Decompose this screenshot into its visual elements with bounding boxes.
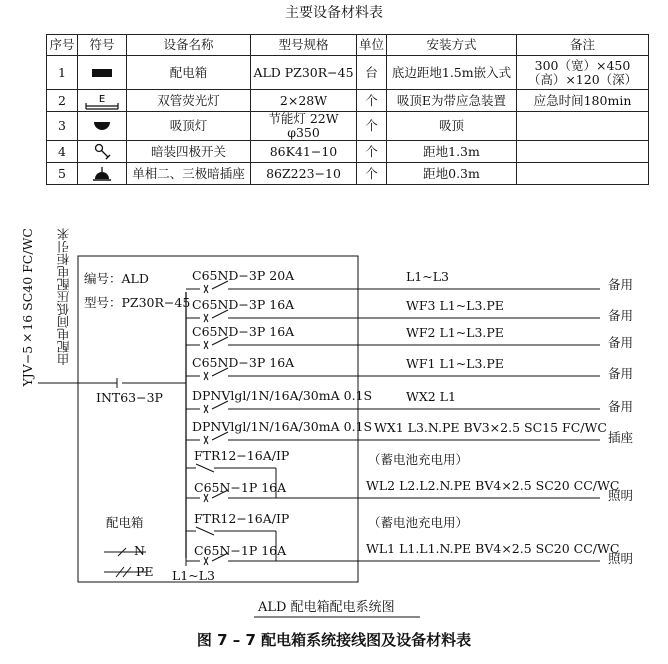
header-no: 序号 (47, 35, 78, 56)
breaker-label: DPNVlgl/1N/16A/30mA 0.1S (192, 419, 373, 434)
table-title: 主要设备材料表 (285, 5, 383, 21)
circuit-use-label: 照明 (608, 488, 634, 503)
cell-no: 5 (47, 163, 78, 185)
cell-name: 单相二、三极暗插座 (127, 163, 251, 185)
fluorescent-lamp-e-mark: E (98, 93, 106, 105)
cell-name: 配电箱 (127, 56, 251, 90)
contactor-mark (196, 464, 214, 472)
circuit-line-label: WX2 L1 (406, 389, 456, 404)
cell-install: 吸顶E为带应急装置 (387, 90, 517, 112)
circuit-use-label: 备用 (608, 335, 634, 350)
header-name: 设备名称 (127, 35, 251, 56)
cell-install: 吸顶 (387, 112, 517, 141)
cell-no: 2 (47, 90, 78, 112)
circuit-line-label: WF1 L1~L3.PE (406, 356, 504, 371)
cell-model: 2×28W (251, 90, 357, 112)
circuit-line-label: WF3 L1~L3.PE (406, 298, 504, 313)
cell-unit: 台 (357, 56, 387, 90)
breaker-label: DPNVlgl/1N/16A/30mA 0.1S (192, 388, 373, 403)
cell-name: 双管荧光灯 (127, 90, 251, 112)
phase-label: L1~L3 (172, 568, 215, 583)
cell-model: 86K41−10 (251, 141, 357, 163)
circuit-note: （蓄电池充电用） (368, 452, 469, 467)
n-label: N (134, 543, 145, 558)
cell-install: 底边距地1.5m嵌入式 (387, 56, 517, 90)
header-model: 型号规格 (251, 35, 357, 56)
contactor-label: FTR12−16A/IP (194, 511, 290, 526)
cell-unit: 个 (357, 141, 387, 163)
cell-no: 3 (47, 112, 78, 141)
cell-install: 距地1.3m (387, 141, 517, 163)
panel-model: 型号：PZ30R−45 (84, 295, 191, 310)
circuit-use-label: 备用 (608, 366, 634, 381)
circuit-use-label: 照明 (608, 551, 634, 566)
header-note: 备注 (517, 35, 649, 56)
circuit-note: （蓄电池充电用） (368, 515, 469, 530)
breaker-label: C65ND−3P 16A (192, 355, 295, 370)
incoming-source-label: 由配电间低压配电柜引来 (56, 228, 71, 366)
circuit-line-label: WL1 L1.L1.N.PE BV4×2.5 SC20 CC/WC (366, 541, 620, 556)
circuit-use-label: 备用 (608, 277, 634, 292)
figure-caption: 图 7 – 7 配电箱系统接线图及设备材料表 (196, 631, 472, 649)
main-switch-label: INT63−3P (96, 390, 163, 405)
cell-model: 86Z223−10 (251, 163, 357, 185)
circuit-line-label: WL2 L2.L2.N.PE BV4×2.5 SC20 CC/WC (366, 478, 620, 493)
cell-model: 节能灯 22W φ350 (251, 112, 357, 141)
header-install: 安装方式 (387, 35, 517, 56)
circuit-use-label: 插座 (608, 430, 634, 445)
cell-model: ALD PZ30R−45 (251, 56, 357, 90)
cell-no: 4 (47, 141, 78, 163)
cell-name: 暗装四极开关 (127, 141, 251, 163)
incoming-cable-label: YJV−5×16 SC40 FC/WC (20, 228, 35, 387)
circuit-use-label: 备用 (608, 399, 634, 414)
breaker-label: C65ND−3P 16A (192, 297, 295, 312)
cell-no: 1 (47, 56, 78, 90)
cell-note: 应急时间180min (517, 90, 649, 112)
contactor-label: FTR12−16A/IP (194, 448, 290, 463)
circuit-line-label: WX1 L3.N.PE BV3×2.5 SC15 FC/WC (374, 420, 607, 435)
panel-label: 配电箱 (106, 515, 144, 530)
cell-unit: 个 (357, 112, 387, 141)
circuit-use-label: 备用 (608, 308, 634, 323)
header-symbol: 符号 (78, 35, 127, 56)
diagram-caption: ALD 配电箱配电系统图 (258, 600, 395, 615)
circuit-line-label: WF2 L1~L3.PE (406, 325, 504, 340)
contactor-mark (196, 527, 214, 535)
breaker-label: C65N−1P 16A (194, 543, 287, 558)
note-line-2: （高）×120（深） (527, 71, 638, 87)
cell-unit: 个 (357, 90, 387, 112)
panel-number: 编号：ALD (84, 271, 149, 286)
breaker-label: C65N−1P 16A (194, 480, 287, 495)
cell-name: 吸顶灯 (127, 112, 251, 141)
pe-label: PE (136, 564, 154, 579)
cell-unit: 个 (357, 163, 387, 185)
circuit-line-label: L1~L3 (406, 269, 449, 284)
breaker-label: C65ND−3P 20A (192, 268, 295, 283)
note-line-1: 300（宽）×450 (534, 57, 631, 73)
breaker-label: C65ND−3P 16A (192, 324, 295, 339)
cell-install: 距地0.3m (387, 163, 517, 185)
header-unit: 单位 (357, 35, 387, 56)
